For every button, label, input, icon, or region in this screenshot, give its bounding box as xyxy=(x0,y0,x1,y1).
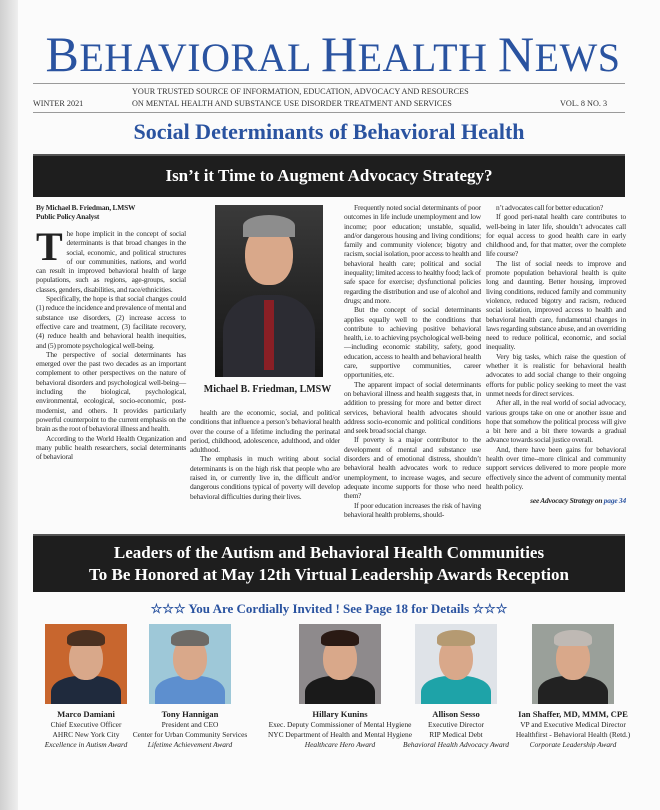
tagline-1: YOUR TRUSTED SOURCE OF INFORMATION, EDUCATION, ADVOCACY AND RESOURCES xyxy=(132,87,469,96)
honoree-name: Allison Sesso xyxy=(432,709,480,719)
article-column-4 xyxy=(486,203,626,506)
honoree-organization: NYC Department of Health and Mental Hygiene xyxy=(267,729,413,739)
article-paragraph: And, there have been gains for behavioral health over time--more clinical and community support services delivered to more people more effectively since the advent of community mental health policy. xyxy=(486,444,626,491)
honoree-award: Lifetime Achievement Award xyxy=(147,740,233,749)
article-paragraph: Specifically, the hope is that social changes could (1) reduce the incidence and prevalence of mental and substance use disorders, (2) increase access to effective care and treatment, (3) facilitate recovery, (4) reduce health and behavioral health inequities, and (5) promote psychological well-being. xyxy=(36,294,186,350)
author-photo-caption: Michael B. Friedman, LMSW xyxy=(203,384,332,395)
masthead-word: EALTH xyxy=(357,35,498,80)
article-paragraph: But the concept of social determinants applies equally well to the conditions that contribute to achieving positive behavioral health, i.e. to achieving psychological well-being—including economic stability, safety, good education, access to health and behavioral health care, supportive communities, career opportunities, etc. xyxy=(344,305,481,380)
article-paragraph: If poverty is a major contributor to the development of mental and substance use disorders and of emotional distress, shouldn’t behavioral health advocates work to reduce unemployment, to increase wages, and secure adequate income supports for those who need them? xyxy=(344,435,481,501)
masthead-initial: N xyxy=(498,26,535,82)
honoree-organization: AHRC New York City xyxy=(52,729,120,739)
awards-title-line-1: Leaders of the Autism and Behavioral Health Communities xyxy=(113,543,545,562)
honoree-award: Excellence in Autism Award xyxy=(44,740,128,749)
honoree-card xyxy=(503,624,643,750)
honoree-photo xyxy=(149,624,231,704)
honoree-name: Tony Hannigan xyxy=(161,709,219,719)
awards-title-line-2: To Be Honored at May 12th Virtual Leadership Awards Reception xyxy=(89,565,569,584)
honoree-title: Executive Director xyxy=(427,720,485,729)
invitation-line[interactable]: ☆☆☆ You Are Cordially Invited ! See Page 18 for Details ☆☆☆ xyxy=(150,601,508,616)
honoree-title: Exec. Deputy Commissioner of Mental Hygiene xyxy=(268,720,412,729)
honoree-title: Chief Executive Officer xyxy=(50,720,122,729)
article-paragraph: The hope implicit in the concept of social determinants is that broad changes in the social, economic, and political structures of our communities, nations, and world can result in improved behavioral health of large populations, such as regions, age-groups, social classes, genders, disabilities, and race/ethnicities. xyxy=(36,224,186,294)
byline-role: Public Policy Analyst xyxy=(36,212,100,221)
honoree-photo xyxy=(299,624,381,704)
article-paragraph: Frequently noted social determinants of poor outcomes in life include unemployment and low income; poor education; unstable, squalid, and/or dangerous housing and living conditions; family and community violence; bigotry and racism, social isolation, poor access to health and behavioral health care; political and social inequality; limited access to healthy food; lack of safe space for exercise; dysfunctional policies regarding the distribution and use of alcohol and drugs; and more. xyxy=(344,203,481,305)
masthead-word: EHAVIORAL xyxy=(79,35,321,80)
honoree-award: Corporate Leadership Award xyxy=(529,740,617,749)
honoree-award: Behavioral Health Advocacy Award xyxy=(403,740,509,749)
honoree-name: Ian Shaffer, MD, MMM, CPE xyxy=(518,709,628,719)
article-paragraph: The list of social needs to improve and promote population behavioral health is quite long and daunting. Better housing, improved living conditions, reduced family and community violence, reduced bigotry and racism, reduced social isolation, improved access to health and behavioral health care, fundamental changes in laws regarding substance abuse, and an overriding need to reduce political, economic, and social inequality. xyxy=(486,258,626,352)
honoree-card xyxy=(120,624,260,750)
article-paragraph: If good peri-natal health care contributes to well-being in later life, shouldn’t advocates call for equal access to good health care in early childhood and, for that matter, over the complete life course? xyxy=(486,212,626,259)
article-paragraph: The perspective of social determinants has emerged over the past two decades as an important complement to other perspectives on the nature of behavioral disorders and psychological well-being—including the biological, psychological, environmental, ecological, socio-economic, post-modernist, and others. It provides particularly powerful counterpoint to the current emphasis on the brain as the root of behavioral illness and health. xyxy=(36,349,186,434)
article-paragraph: After all, in the real world of social advocacy, various groups take on one or another issue and hope that somehow the political process will give a bit here and a bit there towards a gradual advance towards social justice overall. xyxy=(486,398,626,445)
honoree-organization: Healthfirst - Behavioral Health (Retd.) xyxy=(515,729,631,739)
honoree-organization: RIP Medical Debt xyxy=(429,729,483,739)
byline-author: By Michael B. Friedman, LMSW xyxy=(36,203,136,212)
issue-headline: Social Determinants of Behavioral Health xyxy=(133,119,525,144)
article-paragraph: Very big tasks, which raise the question of whether it is realistic for behavioral health advocates to add social change to their ongoing efforts for public policy seeking to meet the vast unmet needs for direct services. xyxy=(486,351,626,398)
honoree-title: President and CEO xyxy=(161,720,219,729)
article-title: Isn’t it Time to Augment Advocacy Strategy? xyxy=(165,166,493,185)
article-paragraph: The emphasis in much writing about social determinants is on the high risk that people who are raised in, or currently live in, the difficult and/or dangerous conditions typical of poverty will develop behavioral difficulties during their lives. xyxy=(190,454,340,501)
continued-page-link[interactable]: page 34 xyxy=(603,496,626,506)
honoree-photo xyxy=(45,624,127,704)
article-paragraph: If poor education increases the risk of having behavioral health problems, should- xyxy=(344,500,481,519)
article-column-3 xyxy=(344,203,481,519)
masthead-initial: H xyxy=(320,26,358,82)
awards-banner xyxy=(33,534,625,592)
article-paragraph: The apparent impact of social determinants on behavioral illness and health suggests that, in addition to pressing for more and better direct services, behavioral health advocates should address socio-economic and political conditions and seek broad social change. xyxy=(344,379,481,436)
tagline-2: ON MENTAL HEALTH AND SUBSTANCE USE DISORDER TREATMENT AND SERVICES xyxy=(132,99,452,108)
masthead-title xyxy=(38,26,628,82)
article-title-banner xyxy=(33,154,625,197)
article-column-1 xyxy=(36,203,186,461)
article-paragraph: n’t advocates call for better education? xyxy=(496,203,604,212)
issue-date: WINTER 2021 xyxy=(33,99,84,108)
honoree-award: Healthcare Hero Award xyxy=(304,740,376,749)
masthead-word: EWS xyxy=(534,35,621,80)
honoree-title: VP and Executive Medical Director xyxy=(520,720,626,729)
drop-cap: T xyxy=(36,224,63,269)
article-paragraph: health are the economic, social, and political conditions that influence a person’s behavioral health over the course of a lifetime including the perinatal period, childhood, adolescence, adulthood, and older adulthood. xyxy=(190,408,340,455)
honoree-photo xyxy=(532,624,614,704)
honoree-organization: Center for Urban Community Services xyxy=(132,729,248,739)
article-column-2 xyxy=(190,408,340,501)
divider xyxy=(33,112,625,113)
honoree-name: Marco Damiani xyxy=(57,709,115,719)
divider xyxy=(33,83,625,84)
honoree-name: Hillary Kunins xyxy=(312,709,368,719)
volume-number: VOL. 8 NO. 3 xyxy=(560,99,608,108)
article-paragraph: According to the World Health Organization and many public health researchers, social determinants of behavioral xyxy=(36,433,186,462)
honoree-photo xyxy=(415,624,497,704)
masthead-initial: B xyxy=(45,26,80,82)
continued-note: see Advocacy Strategy on page 34 xyxy=(530,496,626,506)
author-photo xyxy=(215,205,323,377)
